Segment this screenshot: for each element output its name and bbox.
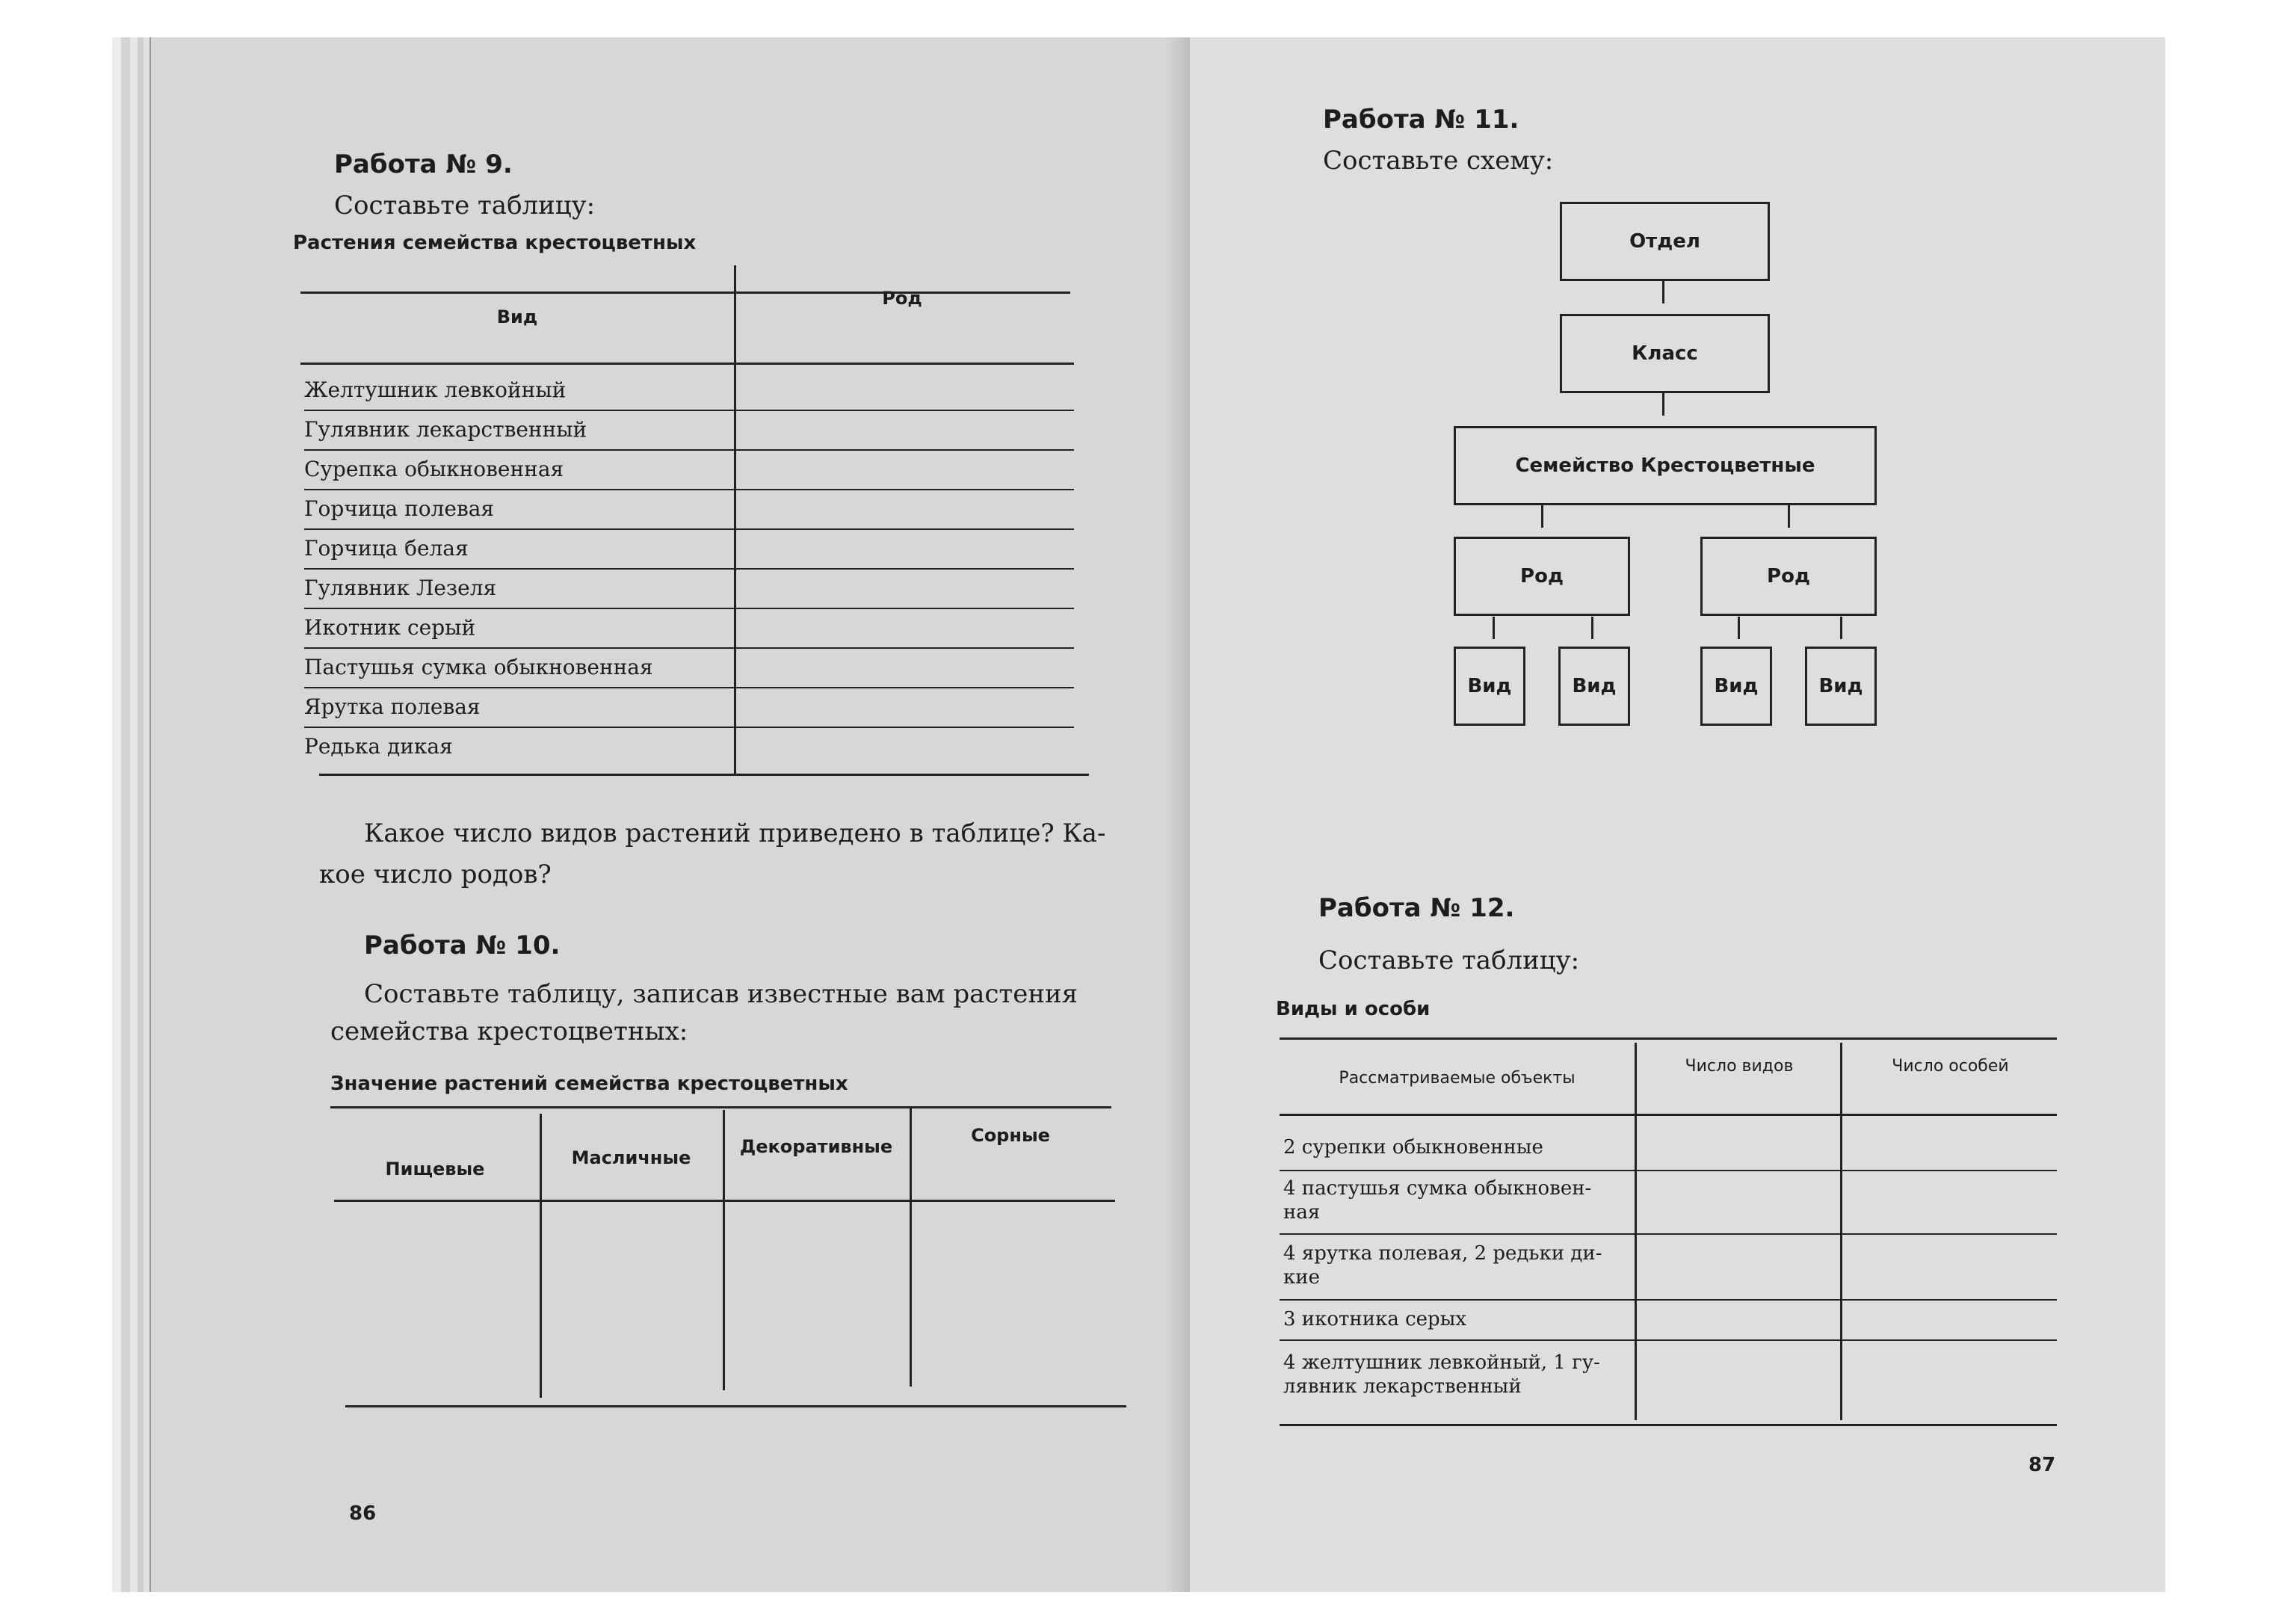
table9-row: Гулявник лекарственный — [304, 417, 587, 442]
table9-row: Ярутка полевая — [304, 694, 481, 719]
scheme-class-box: Класс — [1560, 314, 1770, 393]
table10-header-ornamental: Декоративные — [739, 1136, 893, 1157]
table9-row: Редька дикая — [304, 734, 453, 759]
table12-header-individual-count: Число особей — [1892, 1057, 2009, 1076]
table12-row: лявник лекарственный — [1283, 1375, 1522, 1398]
table12-row-rule — [1280, 1299, 2057, 1301]
work9-caption: Растения семейства крестоцветных — [293, 232, 697, 254]
scheme-connector — [1788, 505, 1790, 528]
table10-bottom-rule — [345, 1405, 1126, 1407]
scheme-genus-box: Род — [1700, 537, 1877, 616]
table9-row: Гулявник Лезеля — [304, 576, 497, 600]
table9-row-rule — [304, 528, 1074, 530]
table9-row: Горчица полевая — [304, 496, 495, 521]
table9-row: Горчица белая — [304, 536, 469, 561]
table12-divider — [1635, 1043, 1637, 1420]
table9-bottom-rule — [319, 774, 1089, 776]
left-page — [149, 37, 1190, 1592]
table12-bottom-rule — [1280, 1424, 2057, 1426]
table9-header-species: Вид — [496, 306, 538, 327]
work10-instruction-line2: семейства крестоцветных: — [330, 1017, 688, 1046]
scheme-division-box: Отдел — [1560, 202, 1770, 281]
table12-row: 4 желтушник левкойный, 1 гу- — [1283, 1351, 1600, 1374]
scheme-connector — [1662, 393, 1664, 416]
table9-row-rule — [304, 410, 1074, 411]
table10-header-oil: Масличные — [571, 1147, 691, 1168]
scheme-connector — [1541, 505, 1543, 528]
table12-row: 4 пастушья сумка обыкновен- — [1283, 1177, 1592, 1200]
page-number-left: 86 — [349, 1502, 377, 1525]
table9-row-rule — [304, 727, 1074, 728]
table10-header-food: Пищевые — [385, 1159, 485, 1179]
table9-row: Икотник серый — [304, 615, 476, 640]
work12-instruction: Составьте таблицу: — [1318, 946, 1580, 975]
table9-row-rule — [304, 687, 1074, 688]
table12-divider — [1840, 1043, 1842, 1420]
table12-header-rule — [1280, 1114, 2057, 1116]
table9-row-rule — [304, 489, 1074, 490]
table12-row-rule — [1280, 1339, 2057, 1341]
table12-row-rule — [1280, 1170, 2057, 1171]
table9-header-rule — [300, 363, 1074, 365]
table9-row: Пастушья сумка обыкновенная — [304, 655, 653, 679]
table9-row-rule — [304, 647, 1074, 649]
table12-row: ная — [1283, 1201, 1321, 1224]
scheme-species-box: Вид — [1558, 647, 1630, 726]
scheme-genus-box: Род — [1454, 537, 1630, 616]
scheme-connector — [1662, 281, 1664, 303]
work9-instruction: Составьте таблицу: — [334, 191, 596, 220]
table10-top-rule — [330, 1106, 1111, 1108]
table12-row: 4 ярутка полевая, 2 редьки ди- — [1283, 1242, 1602, 1265]
work12-caption: Виды и особи — [1276, 998, 1431, 1020]
work11-title: Работа № 11. — [1323, 105, 1519, 135]
table10-header-weeds: Сорные — [971, 1125, 1050, 1146]
scheme-connector — [1738, 617, 1740, 639]
table9-row-rule — [304, 608, 1074, 609]
table12-row: кие — [1283, 1266, 1320, 1289]
right-page — [1190, 37, 2165, 1592]
work10-instruction-line1: Составьте таблицу, записав известные вам растения — [364, 979, 1078, 1009]
table12-header-species-count: Число видов — [1685, 1057, 1794, 1076]
work10-title: Работа № 10. — [364, 931, 561, 960]
table9-header-genus: Род — [882, 288, 922, 309]
page-number-right: 87 — [2028, 1454, 2056, 1476]
table10-divider — [910, 1106, 912, 1387]
work9-question-line1: Какое число видов растений приведено в таблице? Ка- — [364, 818, 1106, 848]
scheme-connector — [1493, 617, 1495, 639]
table10-divider — [723, 1110, 725, 1390]
scheme-species-box: Вид — [1805, 647, 1877, 726]
table12-row-rule — [1280, 1233, 2057, 1235]
table9-row-rule — [304, 568, 1074, 570]
table9-column-divider — [734, 265, 736, 774]
table12-header-objects: Рассматриваемые объекты — [1339, 1069, 1576, 1088]
table9-row: Сурепка обыкновенная — [304, 457, 564, 481]
table12-row: 3 икотника серых — [1283, 1308, 1467, 1330]
table12-top-rule — [1280, 1037, 2057, 1040]
scheme-species-box: Вид — [1454, 647, 1525, 726]
work9-title: Работа № 9. — [334, 149, 513, 179]
scheme-family-box: Семейство Крестоцветные — [1454, 426, 1877, 505]
table10-divider — [540, 1114, 542, 1398]
scheme-species-box: Вид — [1700, 647, 1772, 726]
table12-row: 2 сурепки обыкновенные — [1283, 1136, 1543, 1159]
table9-row: Желтушник левкойный — [304, 377, 567, 402]
scheme-connector — [1591, 617, 1593, 639]
table9-row-rule — [304, 449, 1074, 451]
scheme-connector — [1840, 617, 1842, 639]
work11-instruction: Составьте схему: — [1323, 146, 1554, 176]
work12-title: Работа № 12. — [1318, 893, 1515, 923]
work10-caption: Значение растений семейства крестоцветных — [330, 1073, 848, 1095]
work9-question-line2: кое число родов? — [319, 860, 552, 889]
